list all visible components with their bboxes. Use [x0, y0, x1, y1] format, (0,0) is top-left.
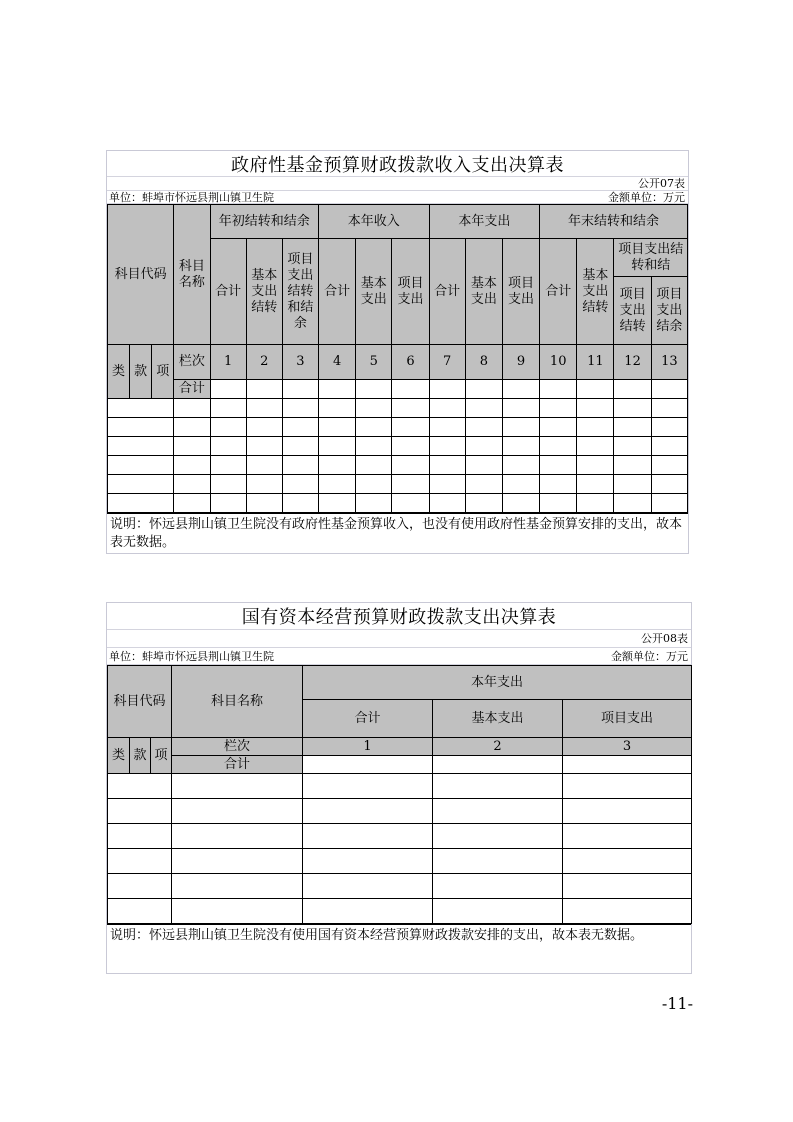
t1-col-number: 5: [356, 345, 392, 380]
t1-income-total: 合计: [319, 239, 356, 345]
t2-lanci-label: 栏次: [172, 738, 303, 756]
t1-col-number: 6: [392, 345, 429, 380]
t1-xiang-header: 项: [152, 345, 174, 399]
table1-sheet: [106, 150, 689, 554]
t1-subject-code-header: 科目代码: [108, 205, 174, 345]
table2-title-row: [107, 603, 691, 630]
t1-heji-label: 合计: [174, 380, 210, 399]
t1-expense-proj: 项目支出: [502, 239, 539, 345]
t1-col-number: 1: [210, 345, 246, 380]
table-row: [108, 899, 692, 924]
t1-expense-basic: 基本支出: [465, 239, 502, 345]
t1-col-number: 12: [614, 345, 651, 380]
t1-income-proj: 项目支出: [392, 239, 429, 345]
t2-heji-label: 合计: [172, 756, 303, 774]
t1-col-number: 7: [429, 345, 465, 380]
table2-sheet: [106, 602, 692, 974]
t1-lanci-label: 栏次: [174, 345, 210, 380]
t2-col-number: 2: [433, 738, 563, 756]
t2-kuan-header: 款: [130, 738, 151, 774]
table-row: [108, 399, 688, 418]
t1-expense-total: 合计: [429, 239, 465, 345]
table2-grid: [107, 665, 692, 924]
t1-kuan-header: 款: [130, 345, 152, 399]
table1-title-row: [107, 151, 688, 177]
t1-end-header: 年末结转和结余: [540, 205, 688, 239]
t1-begin-basic-carry: 基本支出结转: [246, 239, 282, 345]
table-row: [108, 456, 688, 475]
t1-income-basic: 基本支出: [356, 239, 392, 345]
t1-col-number: 3: [282, 345, 318, 380]
table1-note: 说明：怀远县荆山镇卫生院没有政府性基金预算收入，也没有使用政府性基金预算安排的支出，故本表无数据。: [107, 513, 688, 554]
table-row: [108, 494, 688, 513]
t1-col-number: 13: [651, 345, 687, 380]
t1-col-number: 4: [319, 345, 356, 380]
table-row: [108, 799, 692, 824]
t2-proj-header: 项目支出: [563, 700, 692, 738]
table1-grid: [107, 204, 688, 513]
t1-col-number: 8: [465, 345, 502, 380]
table2-money-unit: 金额单位：万元: [611, 650, 688, 663]
t2-lei-header: 类: [108, 738, 130, 774]
t1-expense-header: 本年支出: [429, 205, 540, 239]
t2-subject-name-header: 科目名称: [172, 666, 303, 738]
table1-title: 政府性基金预算财政拨款收入支出决算表: [231, 154, 564, 176]
table1-code: 公开07表: [638, 177, 685, 190]
t2-subject-code-header: 科目代码: [108, 666, 172, 738]
table1-unit-row: [107, 191, 688, 204]
t1-end-proj-bal: 项目支出结余: [651, 277, 687, 345]
table-row: [108, 475, 688, 494]
table-row: [108, 824, 692, 849]
table-row: [108, 418, 688, 437]
t2-col-number: 1: [303, 738, 433, 756]
t1-income-header: 本年收入: [319, 205, 430, 239]
t1-begin-proj-carry-bal: 项目支出结转和结余: [282, 239, 318, 345]
table-row: [108, 774, 692, 799]
table-row: [108, 437, 688, 456]
t1-lei-header: 类: [108, 345, 130, 399]
table1-unit: 单位：蚌埠市怀远县荆山镇卫生院: [109, 191, 274, 204]
t2-total-header: 合计: [303, 700, 433, 738]
t2-expense-header: 本年支出: [303, 666, 692, 700]
table2-title: 国有资本经营预算财政拨款支出决算表: [241, 607, 557, 628]
t2-basic-header: 基本支出: [433, 700, 563, 738]
table2-unit-row: [107, 648, 691, 665]
table1-money-unit: 金额单位：万元: [608, 191, 685, 204]
t1-col-number: 10: [540, 345, 577, 380]
table2-unit: 单位：蚌埠市怀远县荆山镇卫生院: [109, 650, 274, 663]
t1-col-number: 2: [246, 345, 282, 380]
table2-code: 公开08表: [641, 632, 688, 645]
table-row: [108, 849, 692, 874]
t1-subject-name-header: 科目名称: [174, 205, 210, 345]
t1-end-proj-carry: 项目支出结转: [614, 277, 651, 345]
t1-end-proj-header: 项目支出结转和结: [614, 239, 688, 277]
t1-begin-total: 合计: [210, 239, 246, 345]
t2-xiang-header: 项: [151, 738, 172, 774]
t1-col-number: 11: [577, 345, 614, 380]
t2-col-number: 3: [563, 738, 692, 756]
t1-begin-header: 年初结转和结余: [210, 205, 319, 239]
table1-code-row: [107, 177, 688, 191]
t1-col-number: 9: [502, 345, 539, 380]
page-number: -11-: [661, 994, 693, 1013]
t1-end-basic-carry: 基本支出结转: [577, 239, 614, 345]
table2-note: 说明：怀远县荆山镇卫生院没有使用国有资本经营预算财政拨款安排的支出，故本表无数据。: [107, 924, 691, 947]
table-row: [108, 874, 692, 899]
t1-end-total: 合计: [540, 239, 577, 345]
table2-code-row: [107, 630, 691, 648]
